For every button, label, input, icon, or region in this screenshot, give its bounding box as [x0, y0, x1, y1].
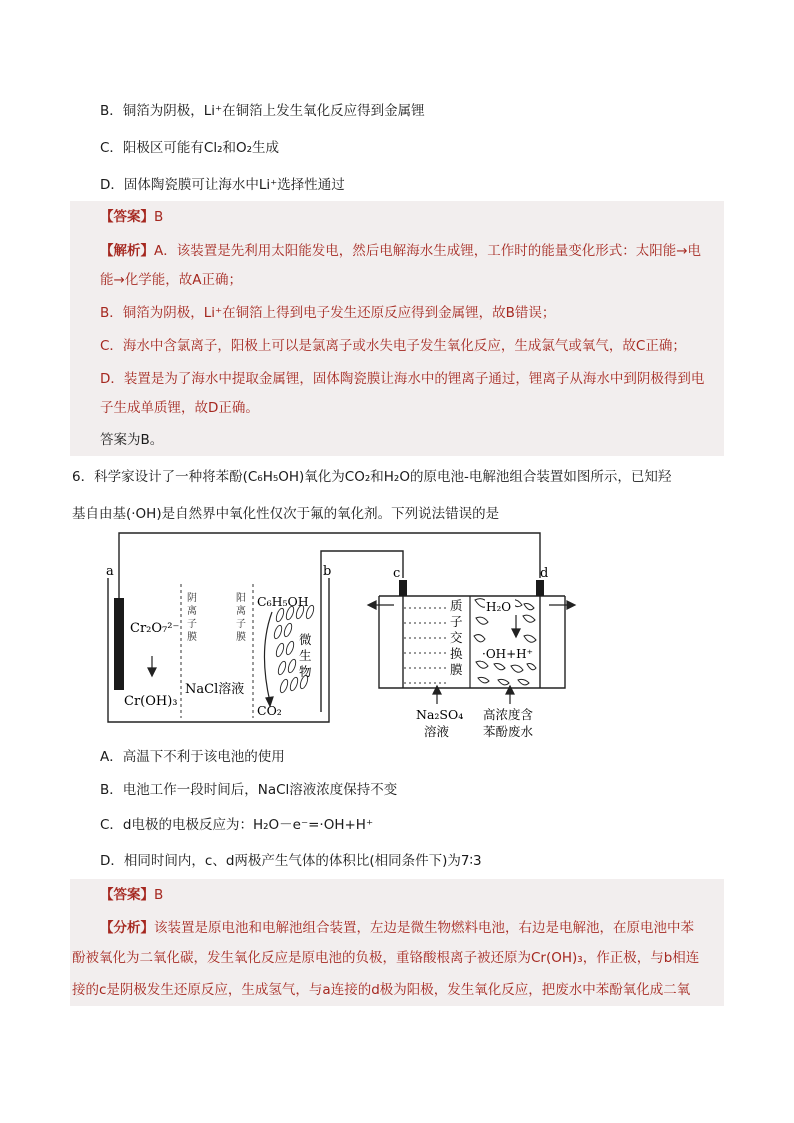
label-waste-1: 高浓度含 — [483, 707, 534, 722]
q6-option-d: D．相同时间内，c、d两极产生气体的体积比(相同条件下)为7∶3 — [100, 853, 482, 869]
q6-stem-1: 6．科学家设计了一种将苯酚(C₆H₅OH)氧化为CO₂和H₂O的原电池-电解池组合装置如图所示，已知羟 — [72, 469, 672, 485]
label-na2so4-solution: 溶液 — [424, 724, 450, 739]
label-d: d — [540, 566, 549, 581]
wire-b-c — [321, 551, 403, 578]
svg-text:膜: 膜 — [450, 662, 463, 677]
q5-option-c: C．阳极区可能有Cl₂和O₂生成 — [100, 140, 280, 156]
electrode-c — [399, 580, 407, 596]
label-cr2o7: Cr₂O₇²⁻ — [130, 621, 180, 636]
svg-text:阳: 阳 — [236, 593, 246, 604]
electrode-a — [114, 598, 124, 690]
q6-option-a: A．高温下不利于该电池的使用 — [100, 749, 285, 765]
answer-label: 【答案】 — [100, 887, 154, 903]
right-tank — [379, 596, 565, 688]
label-na2so4: Na₂SO₄ — [416, 707, 464, 722]
electrode-d — [536, 580, 544, 596]
q6-answer — [100, 885, 163, 905]
svg-text:离: 离 — [187, 606, 197, 617]
svg-text:离: 离 — [236, 606, 246, 617]
q5-analysis-a-2: 能→化学能，故A正确； — [100, 272, 243, 288]
svg-text:膜: 膜 — [236, 632, 246, 643]
q5-analysis-b: B．铜箔为阴极，Li⁺在铜箔上得到电子发生还原反应得到金属锂，故B错误； — [100, 305, 556, 321]
pem-dots — [404, 608, 448, 683]
q5-analysis-c: C．海水中含氯离子，阳极上可以是氯离子或水失电子发生氧化反应，生成氯气或氧气，故C正确； — [100, 338, 686, 354]
label-co2: CO₂ — [257, 703, 282, 718]
q6-analysis-2: 酚被氧化为二氧化碳，发生氧化反应是原电池的负极，重铬酸根离子被还原为Cr(OH)₃，作正极，与b相连 — [72, 950, 700, 966]
svg-text:子: 子 — [236, 619, 246, 630]
label-c: c — [393, 566, 401, 581]
label-pem — [450, 598, 463, 677]
svg-text:交: 交 — [450, 630, 463, 645]
label-h2o: H₂O — [486, 600, 512, 614]
q5-conclusion: 答案为B。 — [100, 432, 164, 448]
q5-analysis-d-1: D．装置是为了海水中提取金属锂，固体陶瓷膜让海水中的锂离子通过，锂离子从海水中到阴极得到电 — [100, 371, 705, 387]
q5-option-b: B．铜箔为阴极，Li⁺在铜箔上发生氧化反应得到金属锂 — [100, 103, 425, 119]
label-croh3: Cr(OH)₃ — [124, 694, 178, 709]
label-phenol: C₆H₅OH — [257, 594, 309, 609]
label-waste-2: 苯酚废水 — [483, 724, 534, 739]
q5-analysis-d-2: 子生成单质锂，故D正确。 — [100, 400, 259, 416]
svg-text:换: 换 — [450, 646, 463, 661]
q5-option-d: D．固体陶瓷膜可让海水中Li⁺选择性通过 — [100, 177, 345, 193]
analysis-text: A．该装置是先利用太阳能发电，然后电解海水生成锂，工作时的能量变化形式：太阳能→电 — [154, 243, 702, 259]
label-nacl: NaCl溶液 — [185, 682, 245, 697]
analysis-text: 该装置是原电池和电解池组合装置，左边是微生物燃料电池，右边是电解池，在原电池中苯 — [154, 920, 694, 936]
svg-text:膜: 膜 — [187, 632, 197, 643]
answer-label: 【答案】 — [100, 209, 154, 225]
svg-text:质: 质 — [450, 598, 463, 613]
svg-text:子: 子 — [187, 619, 197, 630]
q6-analysis-1 — [100, 918, 694, 938]
svg-text:生: 生 — [299, 648, 312, 663]
analysis-label: 【分析】 — [100, 920, 154, 936]
label-a: a — [106, 564, 114, 579]
label-oh-h: ·OH+H⁺ — [482, 647, 533, 661]
svg-text:微: 微 — [299, 632, 312, 647]
q6-option-b: B．电池工作一段时间后，NaCl溶液浓度保持不变 — [100, 782, 398, 798]
analysis-label: 【解析】 — [100, 243, 154, 259]
svg-text:阴: 阴 — [187, 593, 197, 604]
q6-analysis-3: 接的c是阴极发生还原反应，生成氢气，与a连接的d极为阳极，发生氧化反应，把废水中苯酚氧化成二氧 — [72, 982, 691, 998]
q6-stem-2: 基自由基(·OH)是自然界中氧化性仅次于氟的氧化剂。下列说法错误的是 — [72, 506, 500, 522]
q6-option-c: C．d电极的电极反应为：H₂O－e⁻=·OH+H⁺ — [100, 817, 374, 833]
svg-text:物: 物 — [299, 664, 312, 679]
label-microbe — [299, 632, 312, 679]
answer-value: B — [154, 209, 164, 225]
answer-value: B — [154, 887, 164, 903]
label-anion-membrane — [187, 592, 197, 643]
label-b: b — [323, 564, 332, 579]
label-cation-membrane — [236, 592, 246, 643]
svg-text:子: 子 — [450, 614, 463, 629]
